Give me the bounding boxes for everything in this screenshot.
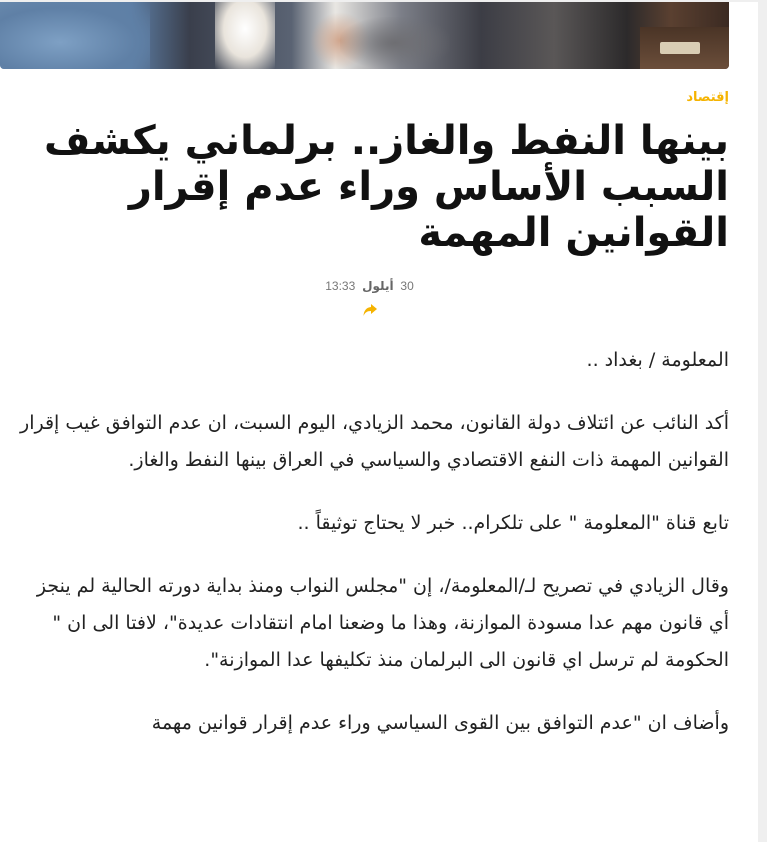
article-card <box>0 2 758 842</box>
article-paragraph: أكد النائب عن ائتلاف دولة القانون، محمد الزيادي، اليوم السبت، ان عدم التوافق غيب إقرار القوانين المهمة ذات النفع الاقتصادي والسياسي في العراق بينها النفط والغاز. <box>20 412 729 471</box>
article-date <box>10 279 729 293</box>
article-paragraph: وقال الزيادي في تصريح لـ/المعلومة/، إن "مجلس النواب ومنذ بداية دورته الحالية لم ينجز أي قانون مهم عدا مسودة الموازنة، وهذا ما وضعنا امام انتقادات عديدة"، لافتا الى ان " الحكومة لم ترسل اي قانون الى البرلمان منذ تكليفها عدا الموازنة". <box>36 575 729 671</box>
article-paragraph: تابع قناة "المعلومة " على تلكرام.. خبر لا يحتاج توثيقاً .. <box>297 512 729 534</box>
article-hero-image <box>0 2 729 69</box>
article-body <box>14 342 729 768</box>
category-link[interactable]: إقتصاد <box>686 90 729 105</box>
article-title: بينها النفط والغاز.. برلماني يكشف السبب الأساس وراء عدم إقرار القوانين المهمة <box>44 118 729 256</box>
article-paragraph: وأضاف ان "عدم التوافق بين القوى السياسي وراء عدم إقرار قوانين مهمة <box>151 712 729 734</box>
date-month: أيلول <box>362 279 394 293</box>
share-arrow-icon <box>362 303 378 317</box>
article-paragraph: المعلومة / بغداد .. <box>586 349 729 371</box>
date-time: 13:33 <box>325 279 356 293</box>
date-day: 30 <box>400 279 414 293</box>
share-button[interactable] <box>10 302 729 321</box>
